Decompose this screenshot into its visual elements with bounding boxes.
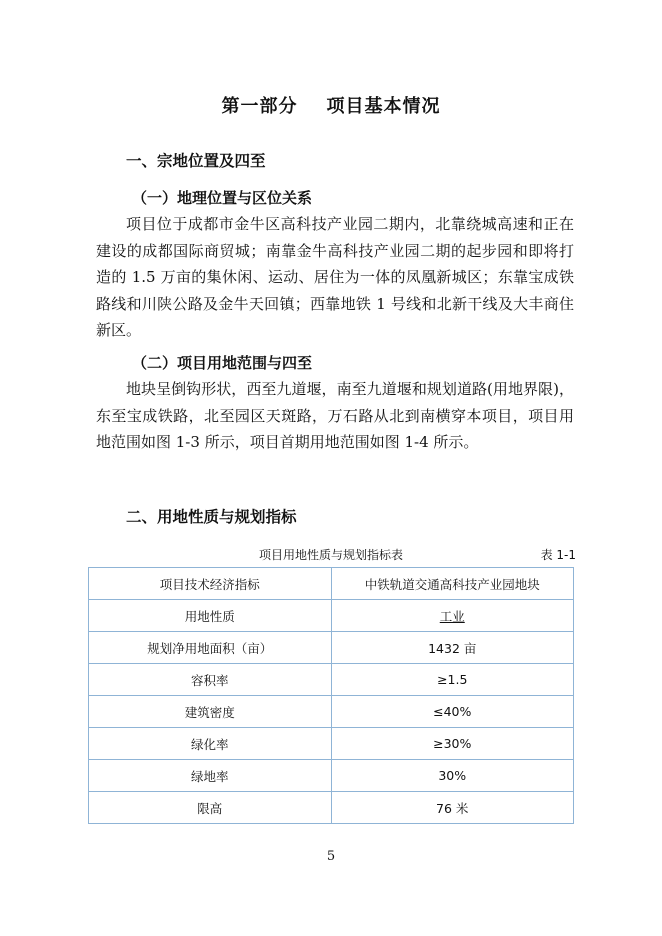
section-heading-location: 一、宗地位置及四至 (126, 152, 266, 170)
table-cell-value (331, 600, 574, 632)
table-header-cell: 中铁轨道交通高科技产业园地块 (331, 568, 574, 600)
table-cell-value: 30% (331, 760, 574, 792)
table-cell-label: 用地性质 (89, 600, 332, 632)
table-cell-label: 限高 (89, 792, 332, 824)
table-cell-value: ≥30% (331, 728, 574, 760)
page-number: 5 (326, 849, 336, 864)
table-row (89, 792, 574, 824)
paragraph-site-range: 地块呈倒钩形状，西至九道堰，南至九道堰和规划道路(用地界限)，东至宝成铁路，北至园区天斑路，万石路从北到南横穿本项目，项目用地范围如图 1-3 所示，项目首期用地范围如图 1-4 所示。 (96, 380, 574, 451)
table-cell-label: 容积率 (89, 664, 332, 696)
table-cell-value: 1432 亩 (331, 632, 574, 664)
table-caption-number: 表 1-1 (540, 548, 576, 562)
table-row (89, 696, 574, 728)
table-cell-value: ≥1.5 (331, 664, 574, 696)
table-header-row (89, 568, 574, 600)
land-use-table (88, 567, 574, 824)
table-header-cell: 项目技术经济指标 (89, 568, 332, 600)
table-cell-label: 规划净用地面积（亩） (89, 632, 332, 664)
table-row (89, 664, 574, 696)
table-cell-value: ≤40% (331, 696, 574, 728)
table-caption-title: 项目用地性质与规划指标表 (258, 548, 403, 562)
table-row (89, 760, 574, 792)
subsection-heading-site-range: （二）项目用地范围与四至 (132, 354, 313, 372)
table-caption (0, 546, 662, 564)
subsection-heading-geography: （一）地理位置与区位关系 (132, 189, 313, 207)
table-row (89, 728, 574, 760)
table-cell-label: 绿地率 (89, 760, 332, 792)
paragraph-geography: 项目位于成都市金牛区高科技产业园二期内，北靠绕城高速和正在建设的成都国际商贸城；南靠金牛高科技产业园二期的起步园和即将打造的 1.5 万亩的集休闲、运动、居住为一体的凤凰新城区；东靠宝成铁路线和川陕公路及金牛天回镇；西靠地铁 1 号线和北新干线及大丰商住新区。 (96, 215, 574, 339)
table-row (89, 632, 574, 664)
table-cell-label: 建筑密度 (89, 696, 332, 728)
page-title: 第一部分 项目基本情况 (221, 96, 441, 117)
table-cell-label: 绿化率 (89, 728, 332, 760)
table-cell-value: 76 米 (331, 792, 574, 824)
land-use-value: 工业 (439, 608, 465, 624)
section-heading-land-use: 二、用地性质与规划指标 (126, 508, 297, 526)
table-row (89, 600, 574, 632)
